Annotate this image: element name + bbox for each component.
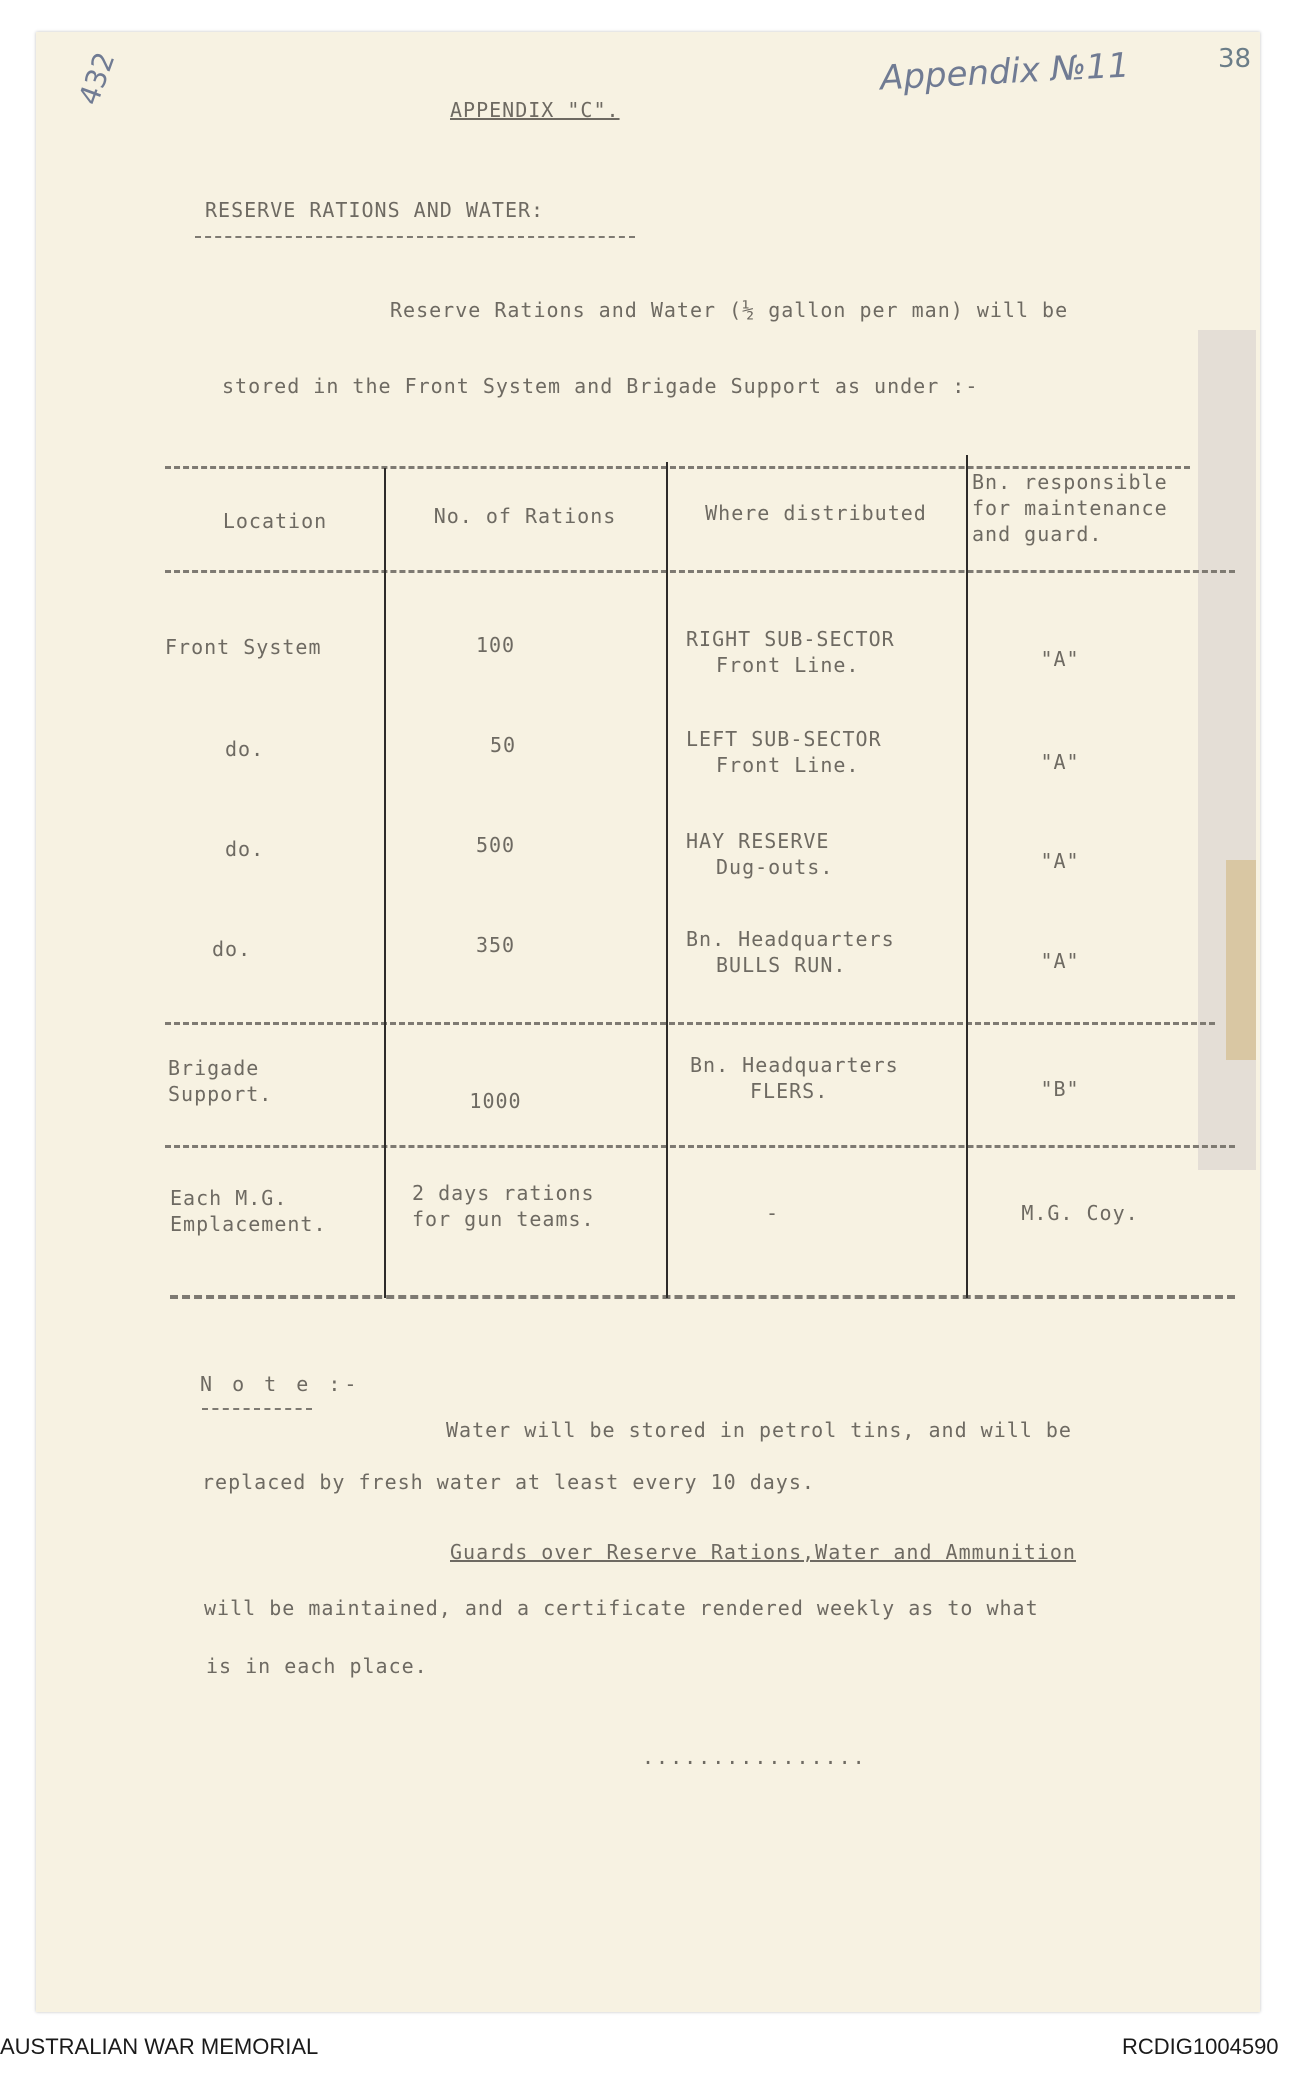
heading-underline [195, 236, 635, 238]
row6-location-1: Each M.G. [170, 1186, 288, 1210]
note-para2-line1: Guards over Reserve Rations,Water and Ammunition [450, 1540, 1076, 1564]
intro-line-1: Reserve Rations and Water (½ gallon per man) will be [390, 298, 1069, 322]
footer-right: RCDIG1004590 [1122, 2034, 1279, 2059]
row2-bn: "A" [1040, 750, 1080, 774]
footer-left: AUSTRALIAN WAR MEMORIAL [0, 2034, 319, 2059]
document-title: APPENDIX "C". [450, 98, 620, 122]
row4-where-1: Bn. Headquarters [686, 927, 895, 951]
column-divider-2 [666, 462, 668, 1298]
row3-where-1: HAY RESERVE [686, 829, 830, 853]
row3-bn: "A" [1040, 849, 1080, 873]
row3-where-2: Dug-outs. [716, 855, 834, 879]
row5-rations: 1000 [469, 1089, 522, 1113]
row6-where: - [765, 1201, 780, 1225]
header-bn-responsible [972, 469, 1212, 547]
note-label: N o t e :- [200, 1372, 361, 1396]
note-para1-line2: replaced by fresh water at least every 10 days. [202, 1470, 815, 1494]
row5-location [168, 1055, 272, 1107]
note-para2-line3: is in each place. [206, 1654, 428, 1678]
row2-rations: 50 [489, 733, 517, 757]
appendix-annotation: Appendix №11 [879, 45, 1131, 99]
end-dots: ................ [642, 1745, 867, 1769]
row3-rations: 500 [475, 833, 516, 857]
column-divider-3 [966, 455, 968, 1298]
paper-tab-stain [1226, 860, 1256, 1060]
row6-rations-2: for gun teams. [412, 1207, 595, 1231]
row5-where-2: FLERS. [750, 1079, 829, 1103]
row5-location-1: Brigade [168, 1056, 260, 1080]
note-para1-line1: Water will be stored in petrol tins, and will be [446, 1418, 1072, 1442]
row2-where-1: LEFT SUB-SECTOR [686, 727, 882, 751]
note-para2-line2: will be maintained, and a certificate rendered weekly as to what [204, 1596, 1039, 1620]
section-heading: RESERVE RATIONS AND WATER: [205, 198, 545, 222]
row3-where [686, 828, 833, 880]
note-underline [202, 1408, 312, 1410]
header-distributed: Where distributed [705, 501, 927, 525]
header-bn-line-1: Bn. responsible [972, 470, 1168, 494]
column-divider-1 [384, 468, 386, 1298]
row4-location: do. [212, 937, 252, 961]
row1-where-2: Front Line. [716, 653, 860, 677]
row3-location: do. [225, 837, 265, 861]
row4-bn: "A" [1040, 949, 1080, 973]
row1-where-1: RIGHT SUB-SECTOR [686, 627, 895, 651]
header-rule [165, 570, 1235, 573]
table-bottom-rule [170, 1295, 1235, 1299]
row6-rations [412, 1180, 595, 1232]
row6-bn: M.G. Coy. [1021, 1201, 1139, 1225]
row5-bn: "B" [1040, 1077, 1080, 1101]
row4-where-2: BULLS RUN. [716, 953, 847, 977]
row1-rations: 100 [475, 633, 516, 657]
row2-location: do. [225, 737, 265, 761]
section-rule-1 [165, 1022, 1215, 1025]
row6-rations-1: 2 days rations [412, 1181, 595, 1205]
intro-line-2: stored in the Front System and Brigade Support as under :- [222, 374, 979, 398]
header-bn-line-2: for maintenance [972, 496, 1168, 520]
folio-number: 432 [72, 47, 122, 110]
page-number: 38 [1218, 44, 1252, 74]
row6-location [170, 1185, 327, 1237]
row5-where [690, 1052, 899, 1104]
row4-where [686, 926, 895, 978]
row1-bn: "A" [1040, 647, 1080, 671]
row1-location: Front System [165, 635, 322, 659]
section-rule-2 [165, 1145, 1235, 1148]
row1-where [686, 626, 895, 678]
header-bn-line-3: and guard. [972, 522, 1103, 546]
row5-where-1: Bn. Headquarters [690, 1053, 899, 1077]
row4-rations: 350 [475, 933, 516, 957]
row2-where [686, 726, 882, 778]
row5-location-2: Support. [168, 1082, 273, 1106]
header-location: Location [222, 509, 328, 533]
header-rations: No. of Rations [433, 504, 617, 528]
row2-where-2: Front Line. [716, 753, 860, 777]
row6-location-2: Emplacement. [170, 1212, 327, 1236]
